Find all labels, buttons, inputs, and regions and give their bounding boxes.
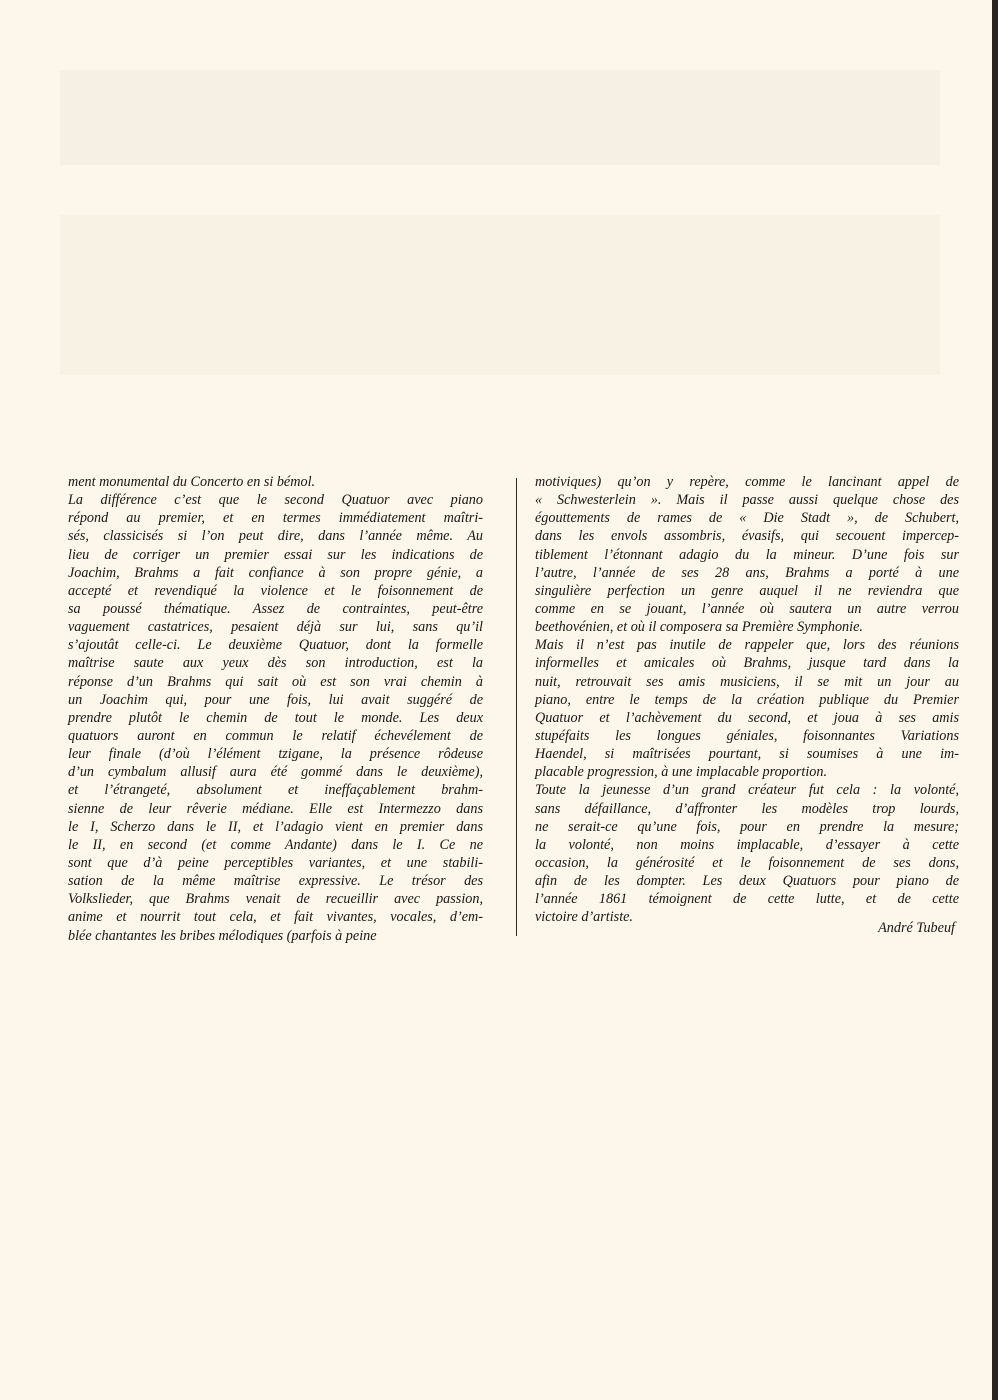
- text-line: nuit, retrouvait ses amis musiciens, il se mit un jour au: [535, 673, 959, 690]
- text-line: le I, Scherzo dans le II, et l’adagio vient en premier dans: [68, 818, 483, 835]
- text-line: « Schwesterlein ». Mais il passe aussi quelque chose des: [535, 492, 959, 509]
- text-line: maîtrise saute aux yeux dès son introduction, est la: [68, 655, 483, 672]
- text-line: sés, classicisés si l’on peut dire, dans l’année même. Au: [68, 528, 483, 545]
- text-line: Quatuor et l’achèvement du second, et joua à ses amis: [535, 709, 959, 726]
- author-signature: André Tubeuf: [878, 920, 955, 936]
- text-line: singulière perfection un genre auquel il ne reviendra que: [535, 582, 959, 599]
- text-line: la volonté, non moins implacable, d’essayer à cette: [535, 836, 959, 853]
- text-line: vaguement castatrices, pesaient déjà sur lui, sans qu’il: [68, 619, 483, 636]
- text-line: dans les envols assombris, évasifs, qui secouent impercep-: [535, 528, 959, 545]
- text-line: sa poussé thématique. Assez de contraintes, peut-être: [68, 600, 483, 617]
- show-through-band: [60, 215, 940, 375]
- text-line: Toute la jeunesse d’un grand créateur fut cela : la volonté,: [535, 782, 959, 799]
- text-line: leur finale (d’où l’élément tzigane, la présence rôdeuse: [68, 746, 483, 763]
- text-line: Volkslieder, que Brahms venait de recueillir avec passion,: [68, 891, 483, 908]
- text-line: Haendel, si maîtrisées pourtant, si soumises à une im-: [535, 746, 959, 763]
- text-line: accepté et revendiqué la violence et le foisonnement de: [68, 582, 483, 599]
- left-text-column: [68, 473, 483, 945]
- text-line: occasion, la générosité et le foisonnement de ses dons,: [535, 854, 959, 871]
- text-line: lieu de corriger un premier essai sur les indications de: [68, 546, 483, 563]
- text-line: La différence c’est que le second Quatuor avec piano: [68, 492, 483, 509]
- text-line: l’année 1861 témoignent de cette lutte, et de cette: [535, 891, 959, 908]
- text-line: stupéfaits les longues géniales, foisonnantes Variations: [535, 727, 959, 744]
- text-line: Mais il n’est pas inutile de rappeler que, lors des réunions: [535, 637, 959, 654]
- text-line: blée chantantes les bribes mélodiques (parfois à peine: [68, 927, 377, 944]
- text-line: tiblement l’étonnant adagio du la mineur. D’une fois sur: [535, 546, 959, 563]
- text-line: et l’étrangeté, absolument et ineffaçablement brahm-: [68, 782, 483, 799]
- text-line: anime et nourrit tout cela, et fait vivantes, vocales, d’em-: [68, 909, 483, 926]
- text-line: le II, en second (et comme Andante) dans le I. Ce ne: [68, 836, 483, 853]
- text-line: comme en se jouant, l’année où sautera un autre verrou: [535, 600, 959, 617]
- text-line: égouttements de rames de « Die Stadt », de Schubert,: [535, 510, 959, 527]
- text-line: afin de les dompter. Les deux Quatuors pour piano de: [535, 873, 959, 890]
- right-text-column: [535, 473, 959, 927]
- text-line: motiviques) qu’on y repère, comme le lancinant appel de: [535, 474, 959, 490]
- text-line: s’ajoutât celle-ci. Le deuxième Quatuor, dont la formelle: [68, 637, 483, 654]
- text-line: placable progression, à une implacable proportion.: [535, 764, 827, 781]
- text-line: sans défaillance, d’affronter les modèles trop lourds,: [535, 800, 959, 817]
- text-line: quatuors auront en commun le relatif échevélement de: [68, 727, 483, 744]
- column-divider: [516, 478, 517, 936]
- text-line: sation de la même maîtrise expressive. Le trésor des: [68, 873, 483, 890]
- text-line: répond au premier, et en termes immédiatement maîtri-: [68, 510, 483, 527]
- text-line: beethovénien, et où il composera sa Première Symphonie.: [535, 619, 863, 636]
- text-line: un Joachim qui, pour une fois, lui avait suggéré de: [68, 691, 483, 708]
- text-line: réponse d’un Brahms qui sait où est son vrai chemin à: [68, 673, 483, 690]
- text-line: Joachim, Brahms a fait confiance à son propre génie, a: [68, 564, 483, 581]
- text-line: ment monumental du Concerto en si bémol.: [68, 474, 316, 490]
- text-line: informelles et amicales où Brahms, jusque tard dans la: [535, 655, 959, 672]
- text-line: victoire d’artiste.: [535, 909, 633, 926]
- text-line: ne serait-ce qu’une fois, pour en prendre la mesure;: [535, 818, 959, 835]
- show-through-band: [60, 70, 940, 165]
- text-line: piano, entre le temps de la création publique du Premier: [535, 691, 959, 708]
- text-line: sienne de leur rêverie médiane. Elle est Intermezzo dans: [68, 800, 483, 817]
- text-line: prendre plutôt le chemin de tout le monde. Les deux: [68, 709, 483, 726]
- text-line: l’autre, l’année de ses 28 ans, Brahms a porté à une: [535, 564, 959, 581]
- text-line: sont que d’à peine perceptibles variantes, et une stabili-: [68, 854, 483, 871]
- scan-edge: [992, 0, 998, 1400]
- text-line: d’un cymbalum allusif aura été gommé dans le deuxième),: [68, 764, 483, 781]
